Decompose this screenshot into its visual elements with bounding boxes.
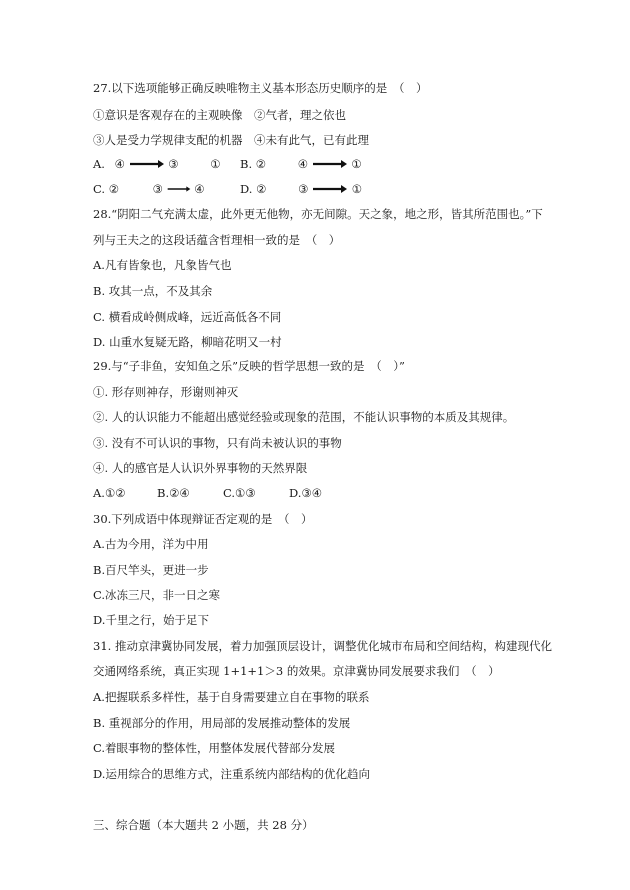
q28-stem-line-2: 列与王夫之的这段话蕴含哲理相一致的是 （ ） xyxy=(93,233,341,247)
q29-option-b: B.②④ xyxy=(157,486,190,500)
q27-option-c-item-2: ③ xyxy=(152,182,163,196)
q27-statement-1: ①意识是客观存在的主观映像 ②气者，理之依也 xyxy=(93,108,346,122)
q29-option-d: D.③④ xyxy=(289,486,323,500)
q31-stem-line-2: 交通网络系统，真正实现 1+1+1＞3 的效果。京津冀协同发展要求我们 （ ） xyxy=(93,664,500,678)
q28-option-c: C. 横看成岭侧成峰，远近高低各不同 xyxy=(93,310,282,324)
q27-statement-2: ③人是受力学规律支配的机器 ④未有此气，已有此理 xyxy=(93,133,369,147)
q30-option-c: C.冰冻三尺，非一日之寒 xyxy=(93,588,221,602)
q27-option-c xyxy=(93,180,205,197)
q30-stem: 30.下列成语中体现辩证否定观的是 （ ） xyxy=(93,512,313,526)
q29-statement-2: ②. 人的认识能力不能超出感觉经验或现象的范围，不能认识事物的本质及其规律。 xyxy=(93,410,515,424)
q27-option-c-item-3: ④ xyxy=(194,182,205,196)
q31-stem-line-1: 31. 推动京津冀协同发展，着力加强顶层设计，调整优化城市布局和空间结构，构建现代化 xyxy=(93,639,552,653)
q29-option-a: A.①② xyxy=(93,486,126,500)
q28-stem-line-1: 28.“阴阳二气充满太虚，此外更无他物，亦无间隙。天之象，地之形，皆其所范围也。”下 xyxy=(93,207,543,221)
q29-option-c: C.①③ xyxy=(223,486,256,500)
q27-option-a-item-1: ④ xyxy=(114,157,125,171)
q27-option-d xyxy=(240,180,362,197)
q31-option-b: B. 重视部分的作用，用局部的发展推动整体的发展 xyxy=(93,716,351,730)
q28-option-d: D. 山重水复疑无路，柳暗花明又一村 xyxy=(93,335,282,349)
q27-option-a-item-3: ① xyxy=(210,157,221,171)
q27-option-d-label: D. xyxy=(240,182,253,196)
q27-stem: 27.以下选项能够正确反映唯物主义基本形态历史顺序的是 （ ） xyxy=(93,81,428,95)
q27-option-a-label: A. xyxy=(93,157,105,171)
q30-option-a: A.古为今用，洋为中用 xyxy=(93,537,209,551)
q27-option-d-item-2: ③ xyxy=(298,182,309,196)
q27-option-b-label: B. xyxy=(240,157,253,171)
q31-option-d: D.运用综合的思维方式，注重系统内部结构的优化趋向 xyxy=(93,767,370,781)
q30-option-d: D.千里之行，始于足下 xyxy=(93,613,209,627)
q27-option-c-label: C. xyxy=(93,182,106,196)
q30-option-b: B.百尺竿头，更进一步 xyxy=(93,563,209,577)
q29-statement-1: ①. 形存则神存，形谢则神灭 xyxy=(93,385,239,399)
q27-option-b-item-3: ① xyxy=(351,157,362,171)
q28-option-b: B. 攻其一点，不及其余 xyxy=(93,284,213,298)
arrow-right-icon xyxy=(167,184,191,194)
section-3-heading: 三、综合题（本大题共 2 小题，共 28 分） xyxy=(93,818,314,832)
q27-option-b-item-1: ② xyxy=(255,157,267,171)
q28-option-a: A.凡有皆象也，凡象皆气也 xyxy=(93,258,232,272)
q27-option-a-item-2: ③ xyxy=(168,157,179,171)
arrow-right-icon xyxy=(312,159,348,169)
q29-stem: 29.与“子非鱼，安知鱼之乐”反映的哲学思想一致的是 （ ）” xyxy=(93,359,405,373)
arrow-right-icon xyxy=(312,184,348,194)
q27-option-a xyxy=(93,155,221,172)
q27-option-d-item-1: ② xyxy=(256,182,267,196)
q29-statement-4: ④. 人的感官是人认识外界事物的天然界限 xyxy=(93,461,308,475)
arrow-right-icon xyxy=(129,159,165,169)
q31-option-a: A.把握联系多样性，基于自身需要建立自在事物的联系 xyxy=(93,690,370,704)
q29-statement-3: ③. 没有不可认识的事物，只有尚未被认识的事物 xyxy=(93,436,342,450)
q27-option-b-item-2: ④ xyxy=(297,157,309,171)
q27-option-d-item-3: ① xyxy=(351,182,363,196)
q27-option-b xyxy=(240,155,362,172)
q27-option-c-item-1: ② xyxy=(108,182,120,196)
q31-option-c: C.着眼事物的整体性，用整体发展代替部分发展 xyxy=(93,741,336,755)
